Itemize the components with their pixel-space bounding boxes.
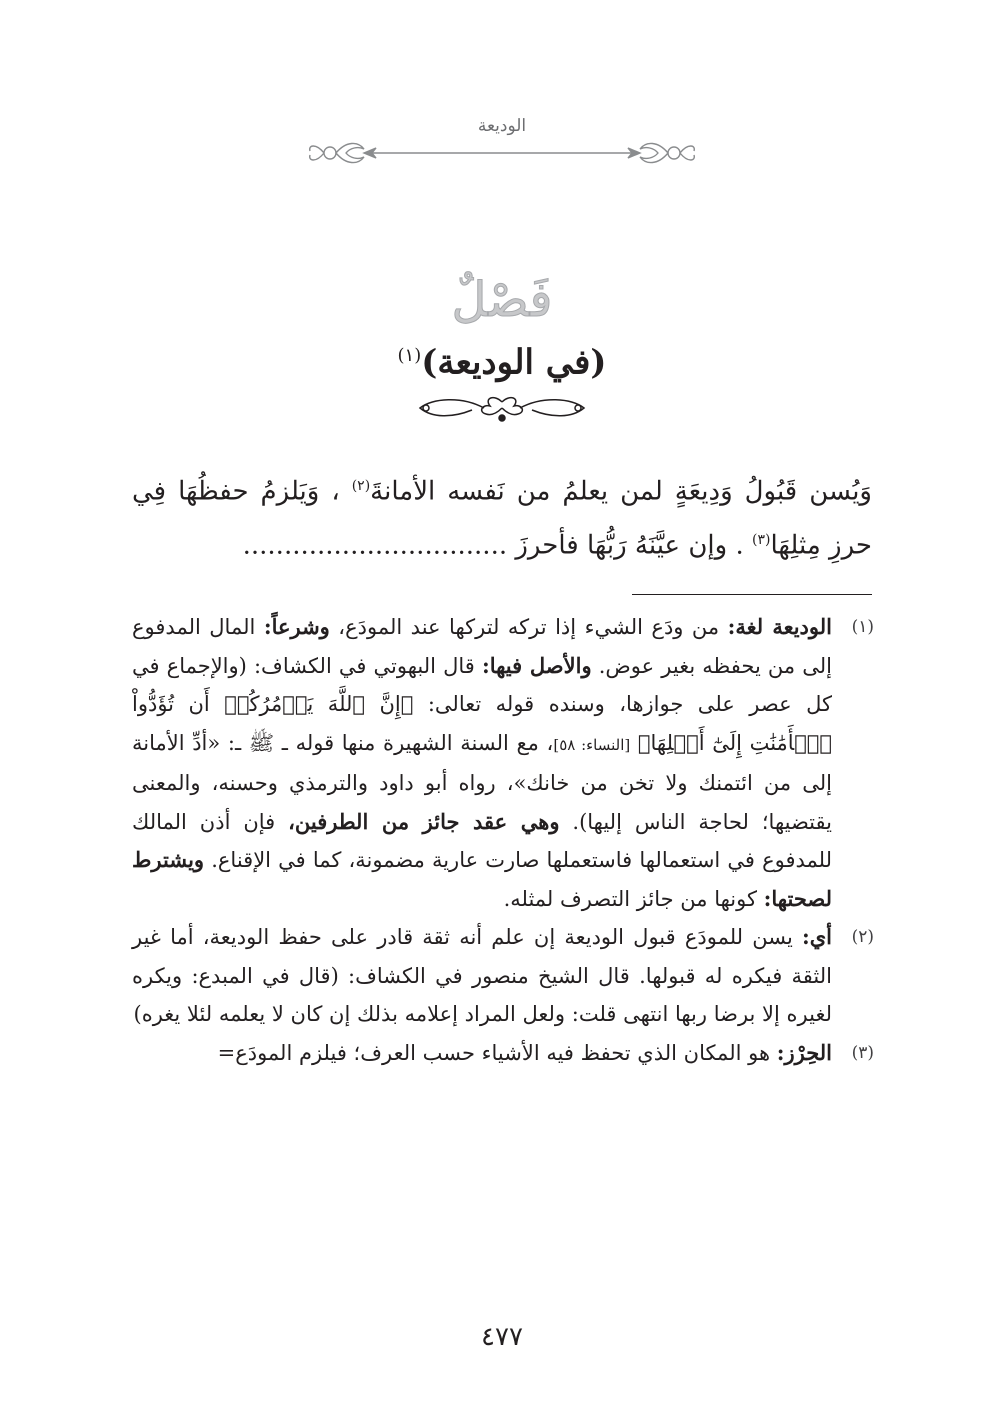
footnote-2 xyxy=(132,918,874,1034)
footnote-term: وشرعاً: xyxy=(263,614,330,639)
main-text xyxy=(132,462,872,569)
footnote-term: والأصل فيها: xyxy=(481,652,592,678)
footnote-term: ويشترط لصحتها: xyxy=(132,847,832,911)
header-ornament-icon xyxy=(300,136,704,170)
footnote-ref-2: (٢) xyxy=(351,478,371,494)
footnote-number: (٢) xyxy=(851,927,874,947)
footnote-ref-1: (١) xyxy=(397,345,422,366)
footnote-1 xyxy=(132,608,874,918)
footnote-text: قال البهوتي في الكشاف: (والإجماع في كل عصر على جوازها، وسنده قوله تعالى: ﴿إِنَّ ٱللَّهَ يَأۡمُرُكُمۡ أَن تُؤَدُّواْ ٱلۡأَمَٰنَٰتِ إِلَىٰٓ أَهۡلِهَا﴾ xyxy=(132,653,832,755)
page-number: ٤٧٧ xyxy=(481,1322,523,1352)
running-header xyxy=(300,108,704,178)
main-text-part-3: . وإن عيَّنَهُ رَبُّهَا فأحرزَ xyxy=(507,530,752,561)
footnote-ref-3: (٣) xyxy=(752,531,771,548)
quran-citation: [النساء: ٥٨] xyxy=(553,735,631,754)
running-header-title: الوديعة xyxy=(477,116,527,136)
section-subtitle xyxy=(0,334,1004,384)
section-heading xyxy=(0,268,1004,384)
footnote-separator xyxy=(632,594,872,595)
main-text-part-1: وَيُسن قَبُولُ وَدِيعَةٍ لمن يعلمُ من نَفسه الأمانةَ xyxy=(370,476,872,507)
footnote-text: من ودَع الشيء إذا تركه لتركها عند المودَع، xyxy=(329,615,728,639)
footnote-term: الوديعة لغة: xyxy=(727,614,832,639)
footnote-text: فإن أذن المالك للمدفوع في استعمالها فاستعملها صارت عارية مضمونة، كما في الإقناع. xyxy=(132,809,832,872)
section-subtitle-text: (في الوديعة) xyxy=(421,342,607,383)
footnote-3 xyxy=(132,1034,874,1073)
footnote-term: الحِرْز: xyxy=(776,1039,832,1065)
footnote-term: أي: xyxy=(801,924,832,949)
footnote-text: يسن للمودَع قبول الوديعة إن علم أنه ثقة قادر على حفظ الوديعة، أما غير الثقة فيكره له قبولها. قال الشيخ منصور في الكشاف: (قال في المبدع: ويكره لغيره إلا برضا ربها انتهى قلت: ولعل المراد إعلامه بذلك إن كان لا يعلمه لئلا يغره) xyxy=(132,925,832,1026)
continuation-dots: ................................ xyxy=(242,530,508,561)
footnote-number: (٣) xyxy=(851,1042,874,1063)
footnote-number: (١) xyxy=(851,617,874,637)
footnote-text: المال المدفوع إلى من يحفظه بغير عوض. xyxy=(132,615,832,678)
footnote-text: هو المكان الذي تحفظ فيه الأشياء حسب العرف؛ فيلزم المودَع= xyxy=(217,1040,777,1065)
fasl-heading: فَصْلٌ xyxy=(451,272,553,328)
main-text-part-2: ، وَيَلزمُ حفظُهَا فِي حرزِ مِثلِهَا xyxy=(132,476,872,561)
footnotes xyxy=(132,608,874,1072)
footnote-text: كونها من جائز التصرف لمثله. xyxy=(503,886,764,911)
footnote-text: ، مع السنة الشهيرة منها قوله ـ ﷺ ـ: «أدِّ الأمانة إلى من ائتمنك ولا تخن من خانك»، رواه أبو داود والترمذي وحسنه، والمعنى يقتضيها؛ لحاجة الناس إليها). xyxy=(132,730,832,834)
title-ornament-icon xyxy=(412,392,592,426)
footnote-term: وهي عقد جائز من الطرفين، xyxy=(288,808,560,834)
